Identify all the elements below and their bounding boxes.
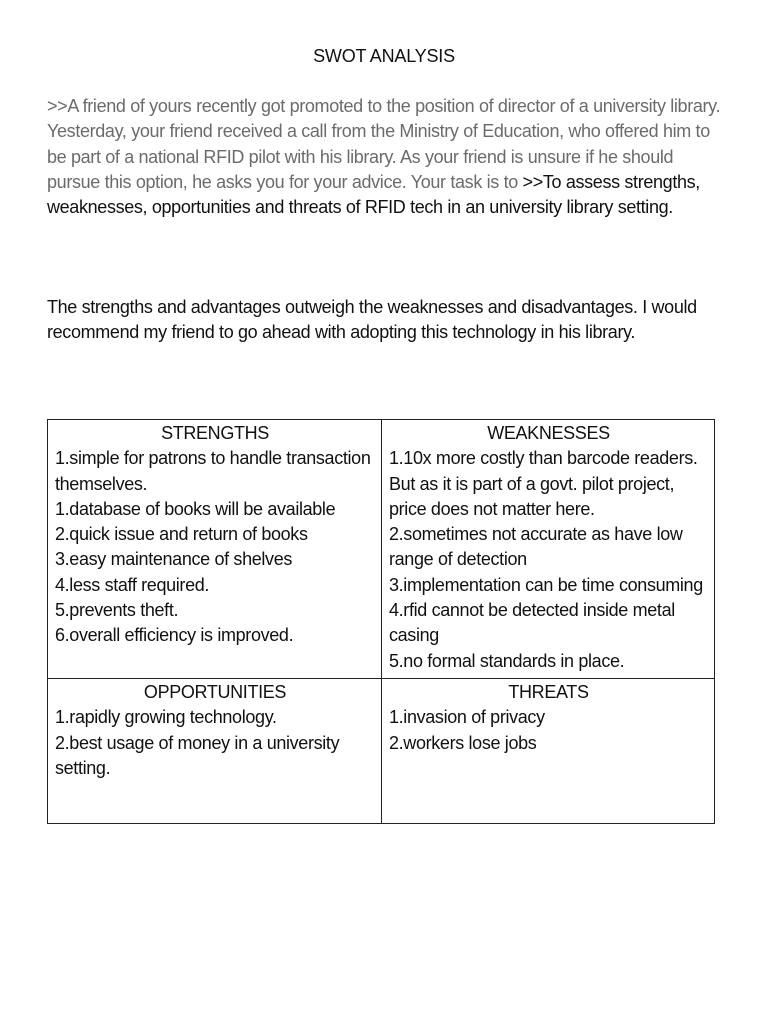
weakness-item: 5.no formal standards in place. [389, 650, 625, 671]
weakness-item: 3.implementation can be time consuming [389, 574, 703, 595]
strength-item: 6.overall efficiency is improved. [55, 625, 294, 646]
swot-table [47, 419, 715, 824]
opportunities-heading: OPPORTUNITIES [143, 682, 287, 702]
opportunities-cell [48, 679, 382, 823]
strength-item: 5.prevents theft. [55, 600, 179, 621]
threats-heading: THREATS [508, 682, 589, 702]
strength-item: 4.less staff required. [55, 574, 210, 595]
weakness-item: 1.10x more costly than barcode readers. But as it is part of a govt. pilot project, price does not matter here. [389, 448, 698, 519]
strengths-heading: STRENGTHS [161, 423, 269, 443]
strengths-cell [48, 420, 382, 679]
task-objective-text: >>To assess strengths, weaknesses, opportunities and threats of RFID tech in an university library setting. [47, 171, 700, 218]
threat-item: 2.workers lose jobs [389, 732, 537, 753]
document-title: SWOT ANALYSIS [313, 46, 455, 66]
strength-item: 1.simple for patrons to handle transaction themselves. [55, 448, 371, 494]
weaknesses-heading: WEAKNESSES [487, 423, 610, 443]
threat-item: 1.invasion of privacy [389, 707, 545, 728]
weaknesses-cell [382, 420, 714, 679]
strength-item: 1.database of books will be available [55, 498, 336, 519]
strength-item: 2.quick issue and return of books [55, 524, 308, 545]
conclusion-paragraph: The strengths and advantages outweigh the weaknesses and disadvantages. I would recommend my friend to go ahead with adopting this technology in his library. [47, 297, 697, 343]
task-scenario-text: >>A friend of yours recently got promoted to the position of director of a university library. Yesterday, your friend received a call from the Ministry of Education, who offered him to be part of a national RFID pilot with his library. As your friend is unsure if he should pursue this option, he asks you for your advice. Your task is to [47, 96, 721, 192]
opportunity-item: 1.rapidly growing technology. [55, 707, 277, 728]
strength-item: 3.easy maintenance of shelves [55, 549, 292, 570]
task-description [47, 94, 722, 220]
threats-cell [382, 679, 714, 823]
weakness-item: 2.sometimes not accurate as have low range of detection [389, 524, 683, 570]
opportunity-item: 2.best usage of money in a university setting. [55, 732, 340, 778]
weakness-item: 4.rfid cannot be detected inside metal casing [389, 600, 675, 646]
